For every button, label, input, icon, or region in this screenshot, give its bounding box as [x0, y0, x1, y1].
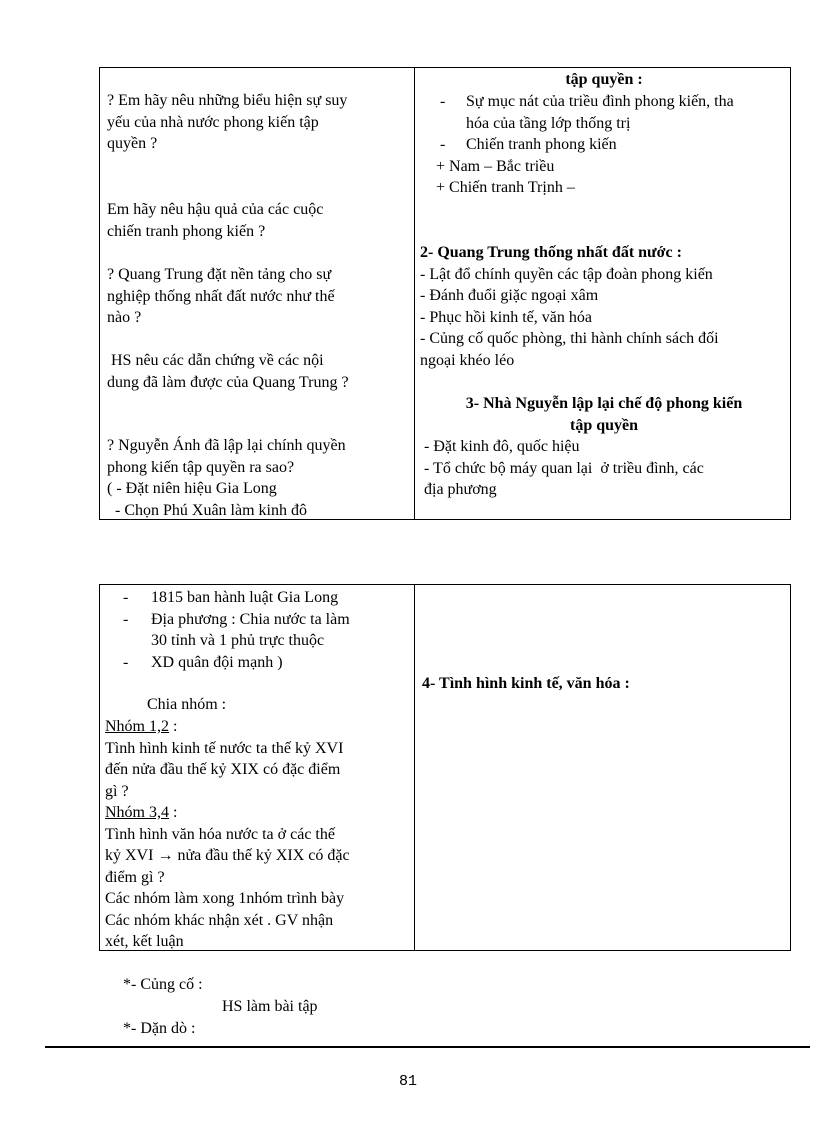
- list-item: - Chiến tranh phong kiến: [440, 136, 617, 153]
- table-1: [99, 67, 791, 520]
- table-2: [99, 584, 791, 951]
- group-1-label: Nhóm 1,2: [105, 718, 169, 735]
- group-2-label: Nhóm 3,4: [105, 804, 169, 821]
- group-intro: Chia nhóm :: [147, 696, 227, 713]
- weakness-list: - Sự mục nát của triều đình phong kiến, tha hóa của tầng lớp thống trị - Chiến tranh phong kiến + Nam – Bắc triều + Chiến tranh Trịnh –: [420, 91, 788, 199]
- section-2-title: 2- Quang Trung thống nhất đất nước :: [420, 244, 682, 261]
- footer-divider: [45, 1046, 810, 1048]
- question-quang-trung: ? Quang Trung đặt nền tảng cho sự nghiệp thống nhất đất nước như thế nào ?: [107, 266, 335, 326]
- question-nguyen-anh: ? Nguyễn Ánh đã lập lại chính quyền phong kiến tập quyền ra sao? ( - Đặt niên hiệu Gia Long - Chọn Phú Xuân làm kinh đô: [107, 437, 346, 519]
- list-item: - 1815 ban hành luật Gia Long: [123, 589, 339, 606]
- heading-continuation: tập quyền :: [565, 71, 643, 88]
- list-item: - XD quân đội mạnh ): [123, 653, 283, 671]
- homework-label: *- Dặn dò :: [123, 1020, 196, 1037]
- exercise-text: HS làm bài tập: [222, 998, 318, 1015]
- list-item: - Địa phương : Chia nước ta làm 30 tỉnh và 1 phủ trực thuộc: [123, 610, 350, 649]
- section-3: 3- Nhà Nguyễn lập lại chế độ phong kiến tập quyền - Đặt kinh đô, quốc hiệu - Tổ chức bộ máy quan lại ở triều đình, các địa phương: [420, 393, 788, 501]
- consolidate-label: *- Củng cố :: [123, 976, 203, 993]
- question-weakness: ? Em hãy nêu những biểu hiện sự suy yếu của nhà nước phong kiến tập quyền ?: [107, 92, 348, 152]
- section-2: 2- Quang Trung thống nhất đất nước : - Lật đổ chính quyền các tập đoàn phong kiến - Đánh đuổi giặc ngoại xâm - Phục hồi kinh tế, văn hóa - Củng cố quốc phòng, thi hành chính sách đối ngoại khéo léo: [420, 242, 788, 371]
- page-number: 81: [398, 1073, 417, 1090]
- group-1: Nhóm 1,2 : Tình hình kinh tế nước ta thế kỷ XVI đến nửa đầu thế kỷ XIX có đặc điểm gì ?: [105, 718, 344, 800]
- question-evidence: HS nêu các dẫn chứng về các nội dung đã làm được của Quang Trung ?: [107, 352, 349, 391]
- nguyen-policies-list: [105, 587, 410, 673]
- section-3-title: 3- Nhà Nguyễn lập lại chế độ phong kiến: [465, 395, 743, 412]
- section-4-title: 4- Tình hình kinh tế, văn hóa :: [422, 675, 630, 692]
- list-item: - Sự mục nát của triều đình phong kiến, tha hóa của tầng lớp thống trị: [440, 93, 734, 132]
- question-consequences: Em hãy nêu hậu quả của các cuộc chiến tranh phong kiến ?: [107, 201, 324, 240]
- group-2: Nhóm 3,4 : Tình hình văn hóa nước ta ở các thế kỷ XVI → nửa đầu thế kỷ XIX có đặc điểm gì ? Các nhóm làm xong 1nhóm trình bày Các nhóm khác nhận xét . GV nhận xét, kết luận: [105, 804, 350, 950]
